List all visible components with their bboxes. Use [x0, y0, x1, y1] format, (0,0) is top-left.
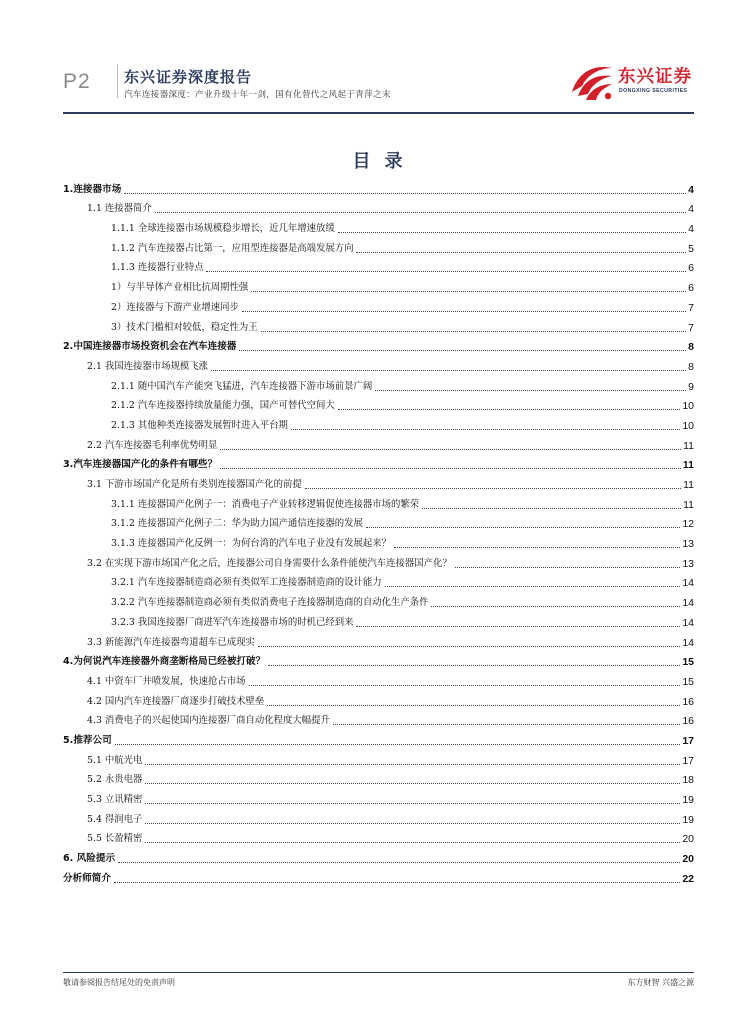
toc-leader-dots	[145, 803, 680, 804]
toc-entry-title: 2.2 汽车连接器毛利率优势明显	[87, 439, 218, 451]
toc-leader-dots	[268, 665, 680, 666]
toc-entry-title: 1.连接器市场	[63, 183, 122, 195]
toc-entry[interactable]	[63, 770, 694, 790]
toc-entry[interactable]	[63, 671, 694, 691]
toc-entry-page: 11	[683, 439, 694, 452]
toc-entry-title: 3.1.3 连接器国产化反例一：为何台湾的汽车电子业没有发展起来？	[111, 538, 391, 550]
toc-entry[interactable]	[63, 711, 694, 731]
toc-leader-dots	[220, 468, 681, 469]
toc-entry-title: 3.1.2 连接器国产化例子二：华为助力国产通信连接器的发展	[111, 518, 363, 530]
toc-entry-page: 4	[688, 183, 694, 196]
footer-rule	[63, 972, 694, 973]
toc-leader-dots	[356, 252, 686, 253]
toc-entry[interactable]	[63, 829, 694, 849]
company-logo	[570, 62, 700, 106]
toc-entry[interactable]	[63, 514, 694, 534]
toc-entry-title: 3）技术门槛相对较低，稳定性为王	[111, 321, 258, 333]
toc-entry[interactable]	[63, 494, 694, 514]
toc-leader-dots	[455, 567, 681, 568]
logo-mark-icon	[570, 62, 614, 102]
toc-leader-dots	[239, 350, 686, 351]
toc-leader-dots	[305, 488, 681, 489]
toc-entry[interactable]	[63, 317, 694, 337]
toc-entry-page: 14	[682, 597, 694, 610]
toc-entry-page: 13	[682, 557, 694, 570]
toc-entry-page: 10	[682, 419, 694, 432]
toc-entry-title: 4.2 国内汽车连接器厂商逐步打破技术壁垒	[87, 695, 265, 707]
toc-entry[interactable]	[63, 218, 694, 238]
footer-slogan: 东方财智 兴盛之源	[627, 978, 694, 987]
logo-text-en: DONGXING SECURITIES	[619, 88, 688, 94]
header-rule	[63, 112, 694, 114]
toc-leader-dots	[155, 212, 686, 213]
toc-entry[interactable]	[63, 632, 694, 652]
footer-disclaimer: 敬请参阅报告结尾处的免责声明	[63, 978, 175, 987]
toc-leader-dots	[115, 744, 681, 745]
toc-entry-page: 4	[688, 203, 694, 216]
toc-entry-page: 12	[682, 518, 694, 531]
toc-entry-page: 11	[683, 479, 694, 491]
toc-entry-title: 2.1.1 随中国汽车产能突飞猛进，汽车连接器下游市场前景广阔	[111, 380, 373, 392]
toc-entry[interactable]	[63, 396, 694, 416]
toc-entry[interactable]	[63, 789, 694, 809]
toc-entry-title: 4.1 中资车厂井喷发展，快速抢占市场	[87, 675, 246, 687]
toc-leader-dots	[338, 409, 681, 410]
toc-entry[interactable]	[63, 553, 694, 573]
toc-entry[interactable]	[63, 376, 694, 396]
toc-entry[interactable]	[63, 809, 694, 829]
toc-entry-page: 6	[688, 282, 694, 295]
toc-entry-title: 5.3 立讯精密	[87, 794, 143, 805]
toc-leader-dots	[366, 527, 680, 528]
toc-entry-title: 1）与半导体产业相比抗周期性强	[111, 282, 249, 294]
toc-entry-title: 1.1.1 全球连接器市场规模稳步增长，近几年增速放缓	[111, 223, 335, 235]
toc-entry-page: 16	[682, 695, 694, 708]
toc-entry-title: 3.1.1 连接器国产化例子一：消费电子产业转移逻辑促使连接器市场的繁荣	[111, 498, 420, 510]
toc-entry-title: 1.1 连接器简介	[87, 203, 152, 215]
toc-leader-dots	[258, 646, 680, 647]
toc-leader-dots	[145, 783, 680, 784]
report-subtitle: 汽车连接器深度：产业升级十年一剑，国有化替代之风起于青萍之末	[124, 90, 391, 100]
toc-entry-title: 5.5 长盈精密	[87, 833, 143, 845]
toc-entry-title: 3.3 新能源汽车连接器弯道超车已成现实	[87, 636, 255, 648]
toc-entry-title: 3.1 下游市场国产化是所有类别连接器国产化的前提	[87, 479, 302, 490]
toc-leader-dots	[114, 882, 680, 883]
header-divider	[117, 64, 118, 98]
toc-leader-dots	[211, 370, 686, 371]
logo-text-cn: 东兴证券	[618, 67, 692, 87]
toc-entry-page: 14	[682, 636, 694, 649]
toc-entry[interactable]	[63, 258, 694, 278]
toc-entry-title: 6. 风险提示	[63, 853, 116, 865]
toc-entry-page: 16	[682, 715, 694, 728]
toc-entry-page: 15	[682, 675, 694, 688]
toc-entry-title: 2.1.2 汽车连接器持续放量能力强，国产可替代空间大	[111, 400, 335, 412]
toc-entry-page: 19	[682, 794, 694, 806]
toc-heading: 目录	[352, 151, 417, 172]
toc-entry-page: 19	[682, 813, 694, 826]
toc-entry-title: 2.中国连接器市场投资机会在汽车连接器	[63, 341, 237, 353]
toc-entry-page: 20	[682, 853, 694, 866]
toc-entry-title: 3.汽车连接器国产化的条件有哪些？	[63, 459, 218, 471]
toc-entry[interactable]	[63, 356, 694, 376]
toc-leader-dots	[251, 291, 686, 292]
toc-leader-dots	[118, 862, 680, 863]
toc-leader-dots	[261, 331, 687, 332]
toc-entry[interactable]	[63, 238, 694, 258]
toc-entry[interactable]	[63, 435, 694, 455]
toc-leader-dots	[145, 823, 680, 824]
toc-entry-page: 10	[682, 400, 694, 413]
toc-entry-title: 1.1.2 汽车连接器占比第一，应用型连接器是高端发展方向	[111, 242, 354, 254]
toc-entry-title: 2.1 我国连接器市场规模飞涨	[87, 360, 209, 372]
toc-entry[interactable]	[63, 691, 694, 711]
toc-entry-page: 15	[682, 656, 694, 669]
toc-entry[interactable]	[63, 652, 694, 672]
toc-entry[interactable]	[63, 277, 694, 297]
toc-leader-dots	[145, 764, 680, 765]
toc-entry-page: 9	[688, 380, 694, 393]
toc-entry-page: 17	[682, 734, 694, 747]
toc-entry-title: 3.2.3 我国连接器厂商进军汽车连接器市场的时机已经到来	[111, 616, 354, 628]
toc-entry-page: 17	[682, 754, 694, 767]
toc-entry-page: 14	[682, 577, 694, 590]
toc-leader-dots	[356, 626, 680, 627]
toc-entry-page: 18	[682, 774, 694, 787]
toc-entry-page: 8	[688, 341, 694, 354]
toc-entry[interactable]	[63, 455, 694, 475]
toc-entry-title: 5.4 得润电子	[87, 813, 143, 825]
toc-entry-title: 5.推荐公司	[63, 734, 112, 746]
toc-entry-page: 11	[682, 459, 694, 472]
toc-entry-page: 6	[688, 262, 694, 275]
page-number: P2	[63, 70, 91, 93]
toc-entry[interactable]	[63, 415, 694, 435]
toc-entry[interactable]	[63, 868, 694, 888]
toc-leader-dots	[249, 685, 681, 686]
toc-leader-dots	[206, 271, 686, 272]
toc-leader-dots	[267, 705, 680, 706]
toc-entry[interactable]	[63, 848, 694, 868]
toc-entry[interactable]	[63, 297, 694, 317]
toc-entry[interactable]	[63, 337, 694, 357]
toc-entry[interactable]	[63, 533, 694, 553]
toc-entry-page: 13	[682, 538, 694, 551]
toc-entry-page: 11	[683, 498, 694, 511]
toc-entry-page: 7	[688, 301, 694, 314]
toc-entry-page: 22	[682, 872, 694, 885]
toc-entry[interactable]	[63, 573, 694, 593]
toc-leader-dots	[333, 724, 680, 725]
toc-entry-title: 5.2 永贵电器	[87, 774, 143, 786]
toc-entry-title: 3.2 在实现下游市场国产化之后，连接器公司自身需要什么条件能使汽车连接器国产化？	[87, 557, 452, 569]
toc-entry-title: 3.2.2 汽车连接器制造商必须有类似消费电子连接器制造商的自动化生产条件	[111, 597, 429, 609]
toc-entry-title: 3.2.1 汽车连接器制造商必须有类似军工连接器制造商的设计能力	[111, 577, 382, 589]
toc-leader-dots	[220, 449, 681, 450]
toc-leader-dots	[291, 429, 680, 430]
toc-entry-page: 4	[688, 223, 694, 236]
toc-entry-page: 5	[688, 242, 694, 255]
toc-entry[interactable]	[63, 199, 694, 219]
toc-entry-page: 8	[688, 360, 694, 373]
toc-entry-title: 2）连接器与下游产业增速同步	[111, 301, 239, 313]
toc-leader-dots	[385, 586, 681, 587]
toc-entry-title: 4.为何说汽车连接器外商垄断格局已经被打破？	[63, 656, 266, 668]
toc-entry-page: 14	[682, 616, 694, 629]
toc-leader-dots	[375, 390, 686, 391]
toc-leader-dots	[431, 606, 680, 607]
toc-leader-dots	[145, 842, 680, 843]
toc-leader-dots	[394, 547, 680, 548]
toc-entry[interactable]	[63, 612, 694, 632]
toc-entry[interactable]	[63, 730, 694, 750]
toc-entry-page: 7	[688, 321, 694, 334]
toc-leader-dots	[422, 508, 681, 509]
toc-entry-title: 4.3 消费电子的兴起使国内连接器厂商自动化程度大幅提升	[87, 715, 330, 727]
toc-leader-dots	[242, 311, 686, 312]
table-of-contents	[63, 179, 694, 888]
toc-entry[interactable]	[63, 592, 694, 612]
page-header	[0, 0, 755, 120]
toc-leader-dots	[338, 232, 686, 233]
toc-entry[interactable]	[63, 179, 694, 199]
toc-entry-page: 20	[682, 833, 694, 846]
toc-entry[interactable]	[63, 750, 694, 770]
toc-entry-title: 1.1.3 连接器行业特点	[111, 262, 204, 274]
report-title: 东兴证券深度报告	[124, 68, 253, 86]
toc-entry-title: 2.1.3 其他种类连接器发展暂时进入平台期	[111, 419, 288, 431]
toc-entry[interactable]	[63, 474, 694, 494]
toc-entry-title: 5.1 中航光电	[87, 754, 143, 766]
toc-leader-dots	[124, 193, 686, 194]
toc-entry-title: 分析师简介	[63, 872, 111, 884]
